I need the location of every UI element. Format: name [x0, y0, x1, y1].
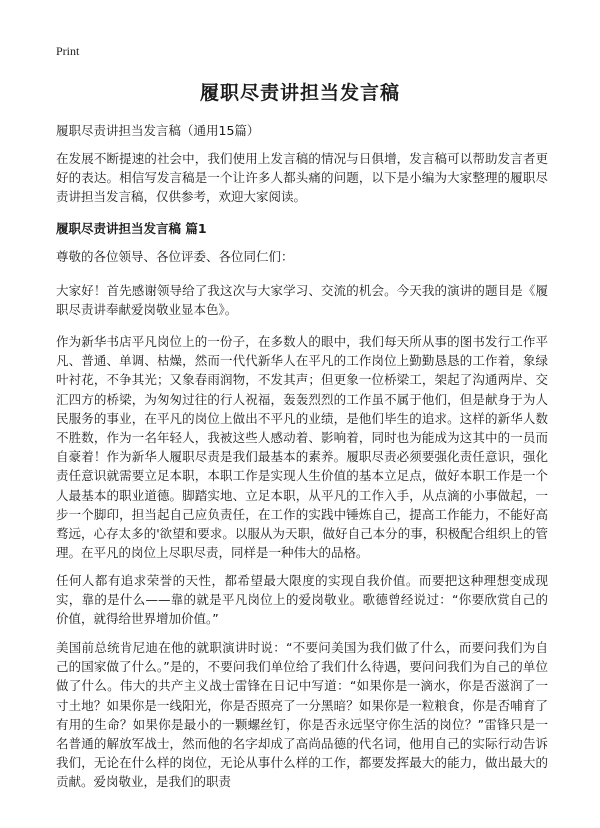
- body-paragraph: 作为新华书店平凡岗位上的一份子，在多数人的眼中，我们每天所从事的图书发行工作平凡、普通、单调、枯燥，然而一代代新华人在平凡的工作岗位上勤勤恳恳的工作着，象绿叶衬花，不争其光；又象春雨润物，不发其声；但更象一位桥梁工，架起了沟通两岸、交汇四方的桥梁，为匆匆过往的行人祝福，轰轰烈烈的工作虽不属于他们，但是献身于为人民服务的事业，在平凡的岗位上做出不平凡的业绩，是他们毕生的追求。这样的新华人数不胜数，作为一名年轻人，我被这些人感动着、影响着，同时也为能成为这其中的一员而自豪着！作为新华人履职尽责是我们最基本的素养。履职尽责必须要强化责任意识，强化责任意识就需要立足本职，本职工作是实现人生价值的基本立足点，做好本职工作是一个人最基本的职业道德。脚踏实地、立足本职，从平凡的工作入手，从点滴的小事做起，一步一个脚印，担当起自己应负责任，在工作的实践中锤炼自己，提高工作能力，不能好高骛远，心存太多的'欲望和要求。以服从为天职，做好自己本分的事，积极配合组织上的管理。在平凡的岗位上尽职尽责，同样是一种伟大的品格。: [56, 334, 548, 561]
- body-paragraph: 任何人都有追求荣誉的天性，都希望最大限度的实现自我价值。而要把这种理想变成现实，靠的是什么——靠的就是平凡岗位上的爱岗敬业。歌德曾经说过：“你要欣赏自己的价值，就得给世界增加价值。”: [56, 573, 548, 627]
- opening-paragraph: 大家好！首先感谢领导给了我这次与大家学习、交流的机会。今天我的演讲的题目是《履职尽责讲奉献爱岗敬业显本色》。: [56, 283, 548, 318]
- document-subtitle: 履职尽责讲担当发言稿（通用15篇）: [56, 123, 260, 138]
- intro-paragraph: 在发展不断提速的社会中，我们使用上发言稿的情况与日俱增，发言稿可以帮助发言者更好的表达。相信写发言稿是一个让许多人都头痛的问题，以下是小编为大家整理的履职尽责讲担当发言稿，仅供参考，欢迎大家阅读。: [56, 151, 548, 205]
- print-link[interactable]: Print: [56, 44, 80, 58]
- section-heading: 履职尽责讲担当发言稿 篇1: [56, 221, 207, 236]
- document-title: 履职尽责讲担当发言稿: [199, 82, 400, 104]
- body-paragraph: 美国前总统肯尼迪在他的就职演讲时说：“不要问美国为我们做了什么，而要问我们为自己的国家做了什么。”是的，不要问我们单位给了我们什么待遇，要问问我们为自己的单位做了什么。伟大的共产主义战士雷锋在日记中写道：“如果你是一滴水，你是否滋润了一寸土地？如果你是一线阳光，你是否照亮了一分黑暗？如果你是一粒粮食，你是否哺育了有用的生命？如果你是最小的一颗螺丝钉，你是否永远坚守你生活的岗位？”雷锋只是一名普通的解放军战士，然而他的名字却成了高尚品德的代名词，他用自己的实际行动告诉我们，无论在什么样的岗位，无论从事什么样的工作，都要发挥最大的能力，做出最大的贡献。爱岗敬业，是我们的职责: [56, 640, 548, 790]
- greeting-paragraph: 尊敬的各位领导、各位评委、各位同仁们：: [56, 249, 294, 264]
